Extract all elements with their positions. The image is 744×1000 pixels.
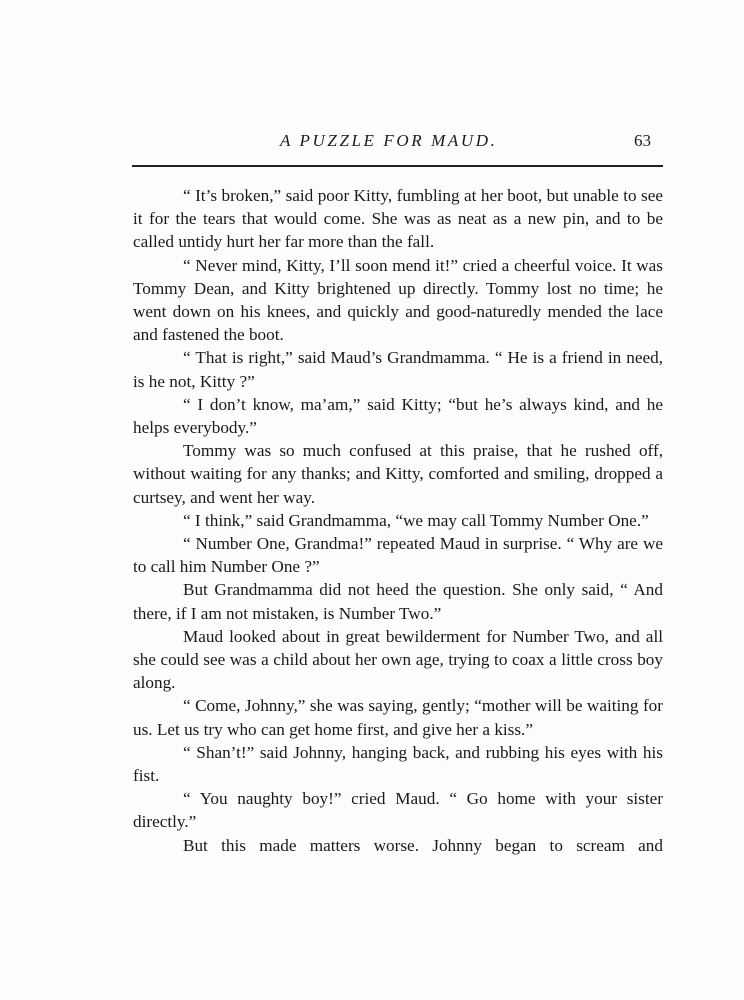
paragraph: Tommy was so much confused at this praise, that he rushed off, without waiting for any thanks; and Kitty, comforted and smiling, dropped a curtsey, and went her way. — [133, 441, 663, 507]
paragraph: “ Never mind, Kitty, I’ll soon mend it!” cried a cheerful voice. It was Tommy Dean, and Kitty brightened up directly. Tommy lost no time; he went down on his knees, and quickly and good-naturedly mended the lace and fastened the boot. — [133, 255, 663, 345]
paragraph: But Grandmamma did not heed the question. She only said, “ And there, if I am not mistaken, is Number Two.” — [133, 580, 663, 623]
paragraph: “ It’s broken,” said poor Kitty, fumbling at her boot, but unable to see it for the tears that would come. She was as neat as a new pin, and to be called untidy hurt her far more than the fall. — [133, 186, 663, 252]
paragraph: But this made matters worse. Johnny began to scream and — [183, 835, 663, 855]
paragraph: “ I don’t know, ma’am,” said Kitty; “but he’s always kind, and he helps everybody.” — [133, 394, 663, 438]
paragraph: “ Number One, Grandma!” repeated Maud in surprise. “ Why are we to call him Number One ?” — [133, 534, 663, 577]
paragraph: “ You naughty boy!” cried Maud. “ Go home with your sister directly.” — [133, 789, 663, 832]
header-rule — [132, 165, 663, 167]
paragraph: “ Shan’t!” said Johnny, hanging back, and rubbing his eyes with his fist. — [133, 742, 663, 786]
running-title: A PUZZLE FOR MAUD. — [280, 131, 498, 150]
paragraph: “ Come, Johnny,” she was saying, gently; “mother will be waiting for us. Let us try who can get home first, and give her a kiss.” — [133, 696, 663, 739]
paragraph: “ I think,” said Grandmamma, “we may call Tommy Number One.” — [183, 510, 649, 530]
paragraph: Maud looked about in great bewilderment for Number Two, and all she could see was a child about her own age, trying to coax a little cross boy along. — [133, 626, 663, 693]
page-number: 63 — [634, 131, 651, 150]
body-text — [133, 184, 663, 857]
running-head — [0, 131, 744, 161]
paragraph: “ That is right,” said Maud’s Grandmamma. “ He is a friend in need, is he not, Kitty ?” — [133, 348, 663, 391]
